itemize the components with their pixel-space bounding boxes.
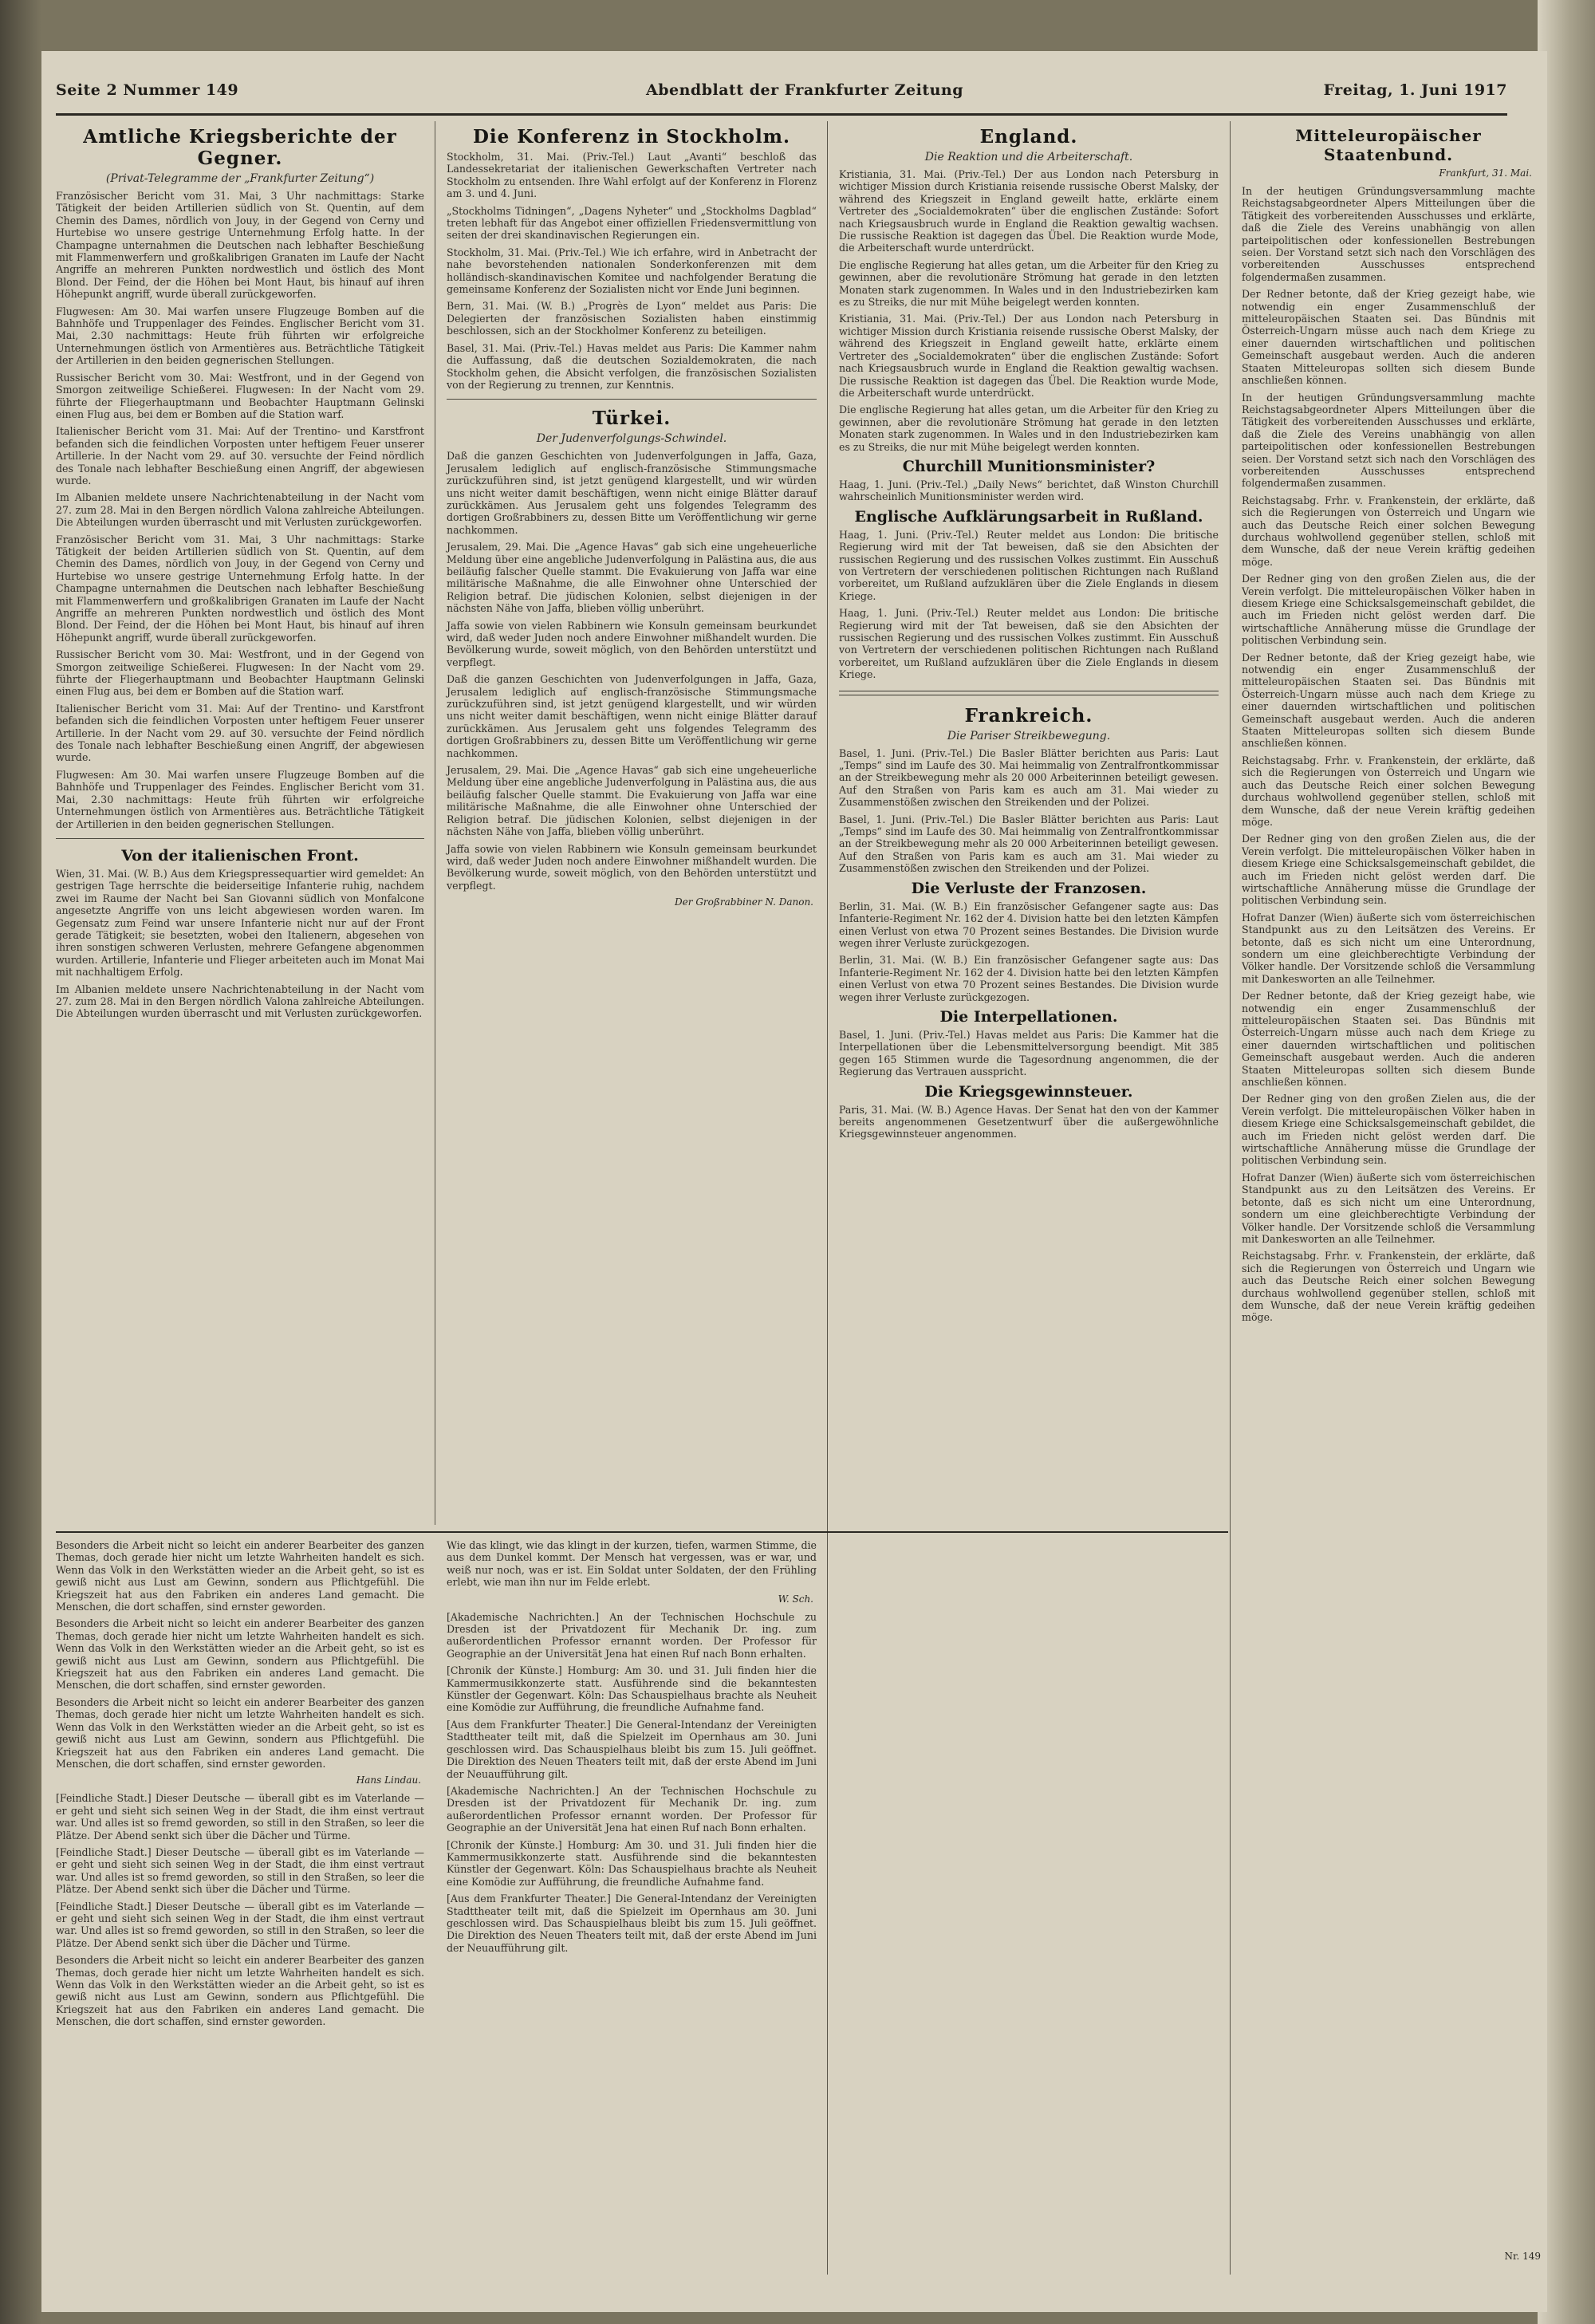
section-rule [447,399,817,400]
paragraph: Reichstagsabg. Frhr. v. Frankenstein, der erklärte, daß sich die Regierungen von Österreich und Ungarn wie auch das Deutsche Reich einer solchen Bewegung durchaus wohlwollend gegenüber stellen, schloß mit dem Wunsche, daß der neue Verein kräftig gedeihen möge. [1242,1250,1535,1324]
section-rule [839,691,1219,695]
article-title: Churchill Munitionsminister? [902,457,1156,475]
paragraph: Bern, 31. Mai. (W. B.) „Progrès de Lyon“ meldet aus Paris: Die Delegierten der französischen Sozialisten haben einstimmig beschlossen, sich an der Stockholmer Konferenz zu beteiligen. [447,300,817,337]
article-title: England. [979,126,1078,148]
paragraph: Der Redner betonte, daß der Krieg gezeigt habe, wie notwendig ein enger Zusammenschluß der mitteleuropäischen Staaten sei. Das Bündnis mit Österreich-Ungarn müsse auch nach dem Kriege zu einer dauernden wirtschaftlichen und politischen Gemeinschaft ausgebaut werden. Auch die anderen Staaten Mitteleuropas sollten sich diesem Bunde anschließen können. [1242,990,1535,1089]
paragraph: Wie das klingt, wie das klingt in der kurzen, tiefen, warmen Stimme, die aus dem Dunkel kommt. Der Mensch hat vergessen, was er war, und weiß nur noch, was er ist. Ein Soldat unter Soldaten, der den Frühling erlebt, wie man ihn nur im Felde erlebt. [447,1539,817,1589]
paragraph: Hofrat Danzer (Wien) äußerte sich vom österreichischen Standpunkt aus zu den Leitsätzen des Vereins. Er betonte, daß es sich nicht um eine Unterordnung, sondern um eine gleichberechtigte Verbindung der Völker handle. Der Vorsitzende schloß die Versammlung mit Dankesworten an alle Teilnehmer. [1242,1171,1535,1245]
column-staatenbund [1242,121,1535,1329]
paragraph: Paris, 31. Mai. (W. B.) Agence Havas. Der Senat hat den von der Kammer bereits angenommenen Gesetzentwurf über die außergewöhnliche Kriegsgewinnsteuer angenommen. [839,1103,1219,1140]
article-title: Türkei. [592,408,671,430]
paragraph: [Chronik der Künste.] Homburg: Am 30. und 31. Juli finden hier die Kammermusikkonzerte statt. Ausführende sind die bekanntesten Künstler der Gegenwart. Köln: Das Schauspielhaus brachte als Neuheit eine Komödie zur Aufführung, die freundliche Aufnahme fand. [447,1838,817,1888]
dateline: Frankfurt, 31. Mai. [1439,167,1532,179]
paragraph: [Akademische Nachrichten.] An der Technischen Hochschule zu Dresden ist der Privatdozent für Mechanik Dr. ing. zum außerordentlichen Professor ernannt worden. Der Professor für Geographie an der Universität Jena hat einen Ruf nach Bonn erhalten. [447,1784,817,1834]
paragraph: Französischer Bericht vom 31. Mai, 3 Uhr nachmittags: Starke Tätigkeit der beiden Artillerien südlich von St. Quentin, auf dem Chemin des Dames, nördlich von Jouy, in der Gegend von Cerny und Hurtebise wo unsere gestrige Unternehmung Erfolg hatte. In der Champagne unternahmen die Deutschen nach lebhafter Beschießung mit Flammenwerfern und großkalibrigen Granaten im Laufe der Nacht Angriffe an mehreren Punkten nordwestlich und östlich des Mont Blond. Der Feind, der die Höhen bei Mont Haut, bis hinauf auf ihren Höhepunkt angriff, wurde überall zurückgeworfen. [56,190,424,301]
paragraph: Haag, 1. Juni. (Priv.-Tel.) „Daily News“ berichtet, daß Winston Churchill wahrscheinlich Munitionsminister werden wird. [839,478,1219,503]
masthead: Abendblatt der Frankfurter Zeitung [646,81,964,99]
paragraph: Hofrat Danzer (Wien) äußerte sich vom österreichischen Standpunkt aus zu den Leitsätzen des Vereins. Er betonte, daß es sich nicht um eine Unterordnung, sondern um eine gleichberechtigte Verbindung der Völker handle. Der Vorsitzende schloß die Versammlung mit Dankesworten an alle Teilnehmer. [1242,911,1535,985]
signature: W. Sch. [778,1593,813,1605]
article-title: Die Interpellationen. [939,1007,1118,1026]
article-title: Die Verluste der Franzosen. [911,879,1147,897]
feuilleton-column [56,1539,424,2033]
article-subtitle: Der Judenverfolgungs-Schwindel. [536,432,727,446]
paragraph: Der Redner ging von den großen Zielen aus, die der Verein verfolgt. Die mitteleuropäischen Völker haben in diesem Kriege eine Schicksalsgemeinschaft gebildet, die auch im Frieden nicht gelöst werden darf. Die wirtschaftliche Annäherung müsse die Grundlage der politischen Verbindung sein. [1242,573,1535,647]
column-separator [1230,121,1231,2275]
paragraph: Der Redner ging von den großen Zielen aus, die der Verein verfolgt. Die mitteleuropäischen Völker haben in diesem Kriege eine Schicksalsgemeinschaft gebildet, die auch im Frieden nicht gelöst werden darf. Die wirtschaftliche Annäherung müsse die Grundlage der politischen Verbindung sein. [1242,1093,1535,1167]
paragraph: Russischer Bericht vom 30. Mai: Westfront, und in der Gegend von Smorgon zeitweilige Schießerei. Flugwesen: In der Nacht vom 29. führte der Fliegerhauptmann und Beobachter Hauptmann Gelinski einen Flug aus, bei dem er Bomben auf die Station warf. [56,371,424,420]
article-subtitle: (Privat-Telegramme der „Frankfurter Zeitung“) [105,172,375,185]
paragraph: Russischer Bericht vom 30. Mai: Westfront, und in der Gegend von Smorgon zeitweilige Schießerei. Flugwesen: In der Nacht vom 29. führte der Fliegerhauptmann und Beobachter Hauptmann Gelinski einen Flug aus, bei dem er Bomben auf die Station warf. [56,648,424,698]
paragraph: Daß die ganzen Geschichten von Judenverfolgungen in Jaffa, Gaza, Jerusalem lediglich auf englisch-französische Stimmungsmache zurückzuführen sind, ist jetzt genügend klargestellt, und wir würden uns nicht weiter damit beschäftigen, wenn nicht einige Blätter darauf zurückkämen. Aus Jerusalem geht uns folgendes Telegramm des dortigen Großrabbiners zu, dessen Bitte um Veröffentlichung wir gerne nachkommen. [447,450,817,536]
paragraph: Daß die ganzen Geschichten von Judenverfolgungen in Jaffa, Gaza, Jerusalem lediglich auf englisch-französische Stimmungsmache zurückzuführen sind, ist jetzt genügend klargestellt, und wir würden uns nicht weiter damit beschäftigen, wenn nicht einige Blätter darauf zurückkämen. Aus Jerusalem geht uns folgendes Telegramm des dortigen Großrabbiners zu, dessen Bitte um Veröffentlichung wir gerne nachkommen. [447,673,817,759]
paragraph: Haag, 1. Juni. (Priv.-Tel.) Reuter meldet aus London: Die britische Regierung wird mit der Tat beweisen, daß sie den Absichten der russischen Regierung und des russischen Volkes zustimmt. Ein Ausschuß von Vertretern der verschiedenen politischen Richtungen nach Rußland vorbereitet, um Rußland aufzuklären über die Ziele Englands in diesem Kriege. [839,607,1219,681]
page-header [56,81,1507,110]
paragraph: Berlin, 31. Mai. (W. B.) Ein französischer Gefangener sagte aus: Das Infanterie-Regiment Nr. 162 der 4. Division hatte bei den letzten Kämpfen einen Verlust von etwa 70 Prozent seines Bestandes. Die Division wurde wegen ihrer Verluste zurückgezogen. [839,900,1219,949]
paragraph: Die englische Regierung hat alles getan, um die Arbeiter für den Krieg zu gewinnen, aber die revolutionäre Strömung hat gerade in den letzten Monaten stark zugenommen. In Wales und in den Industriebezirken kam es zu Streiks, die nur mit Mühe beigelegt werden konnten. [839,258,1219,309]
paragraph: Der Redner betonte, daß der Krieg gezeigt habe, wie notwendig ein enger Zusammenschluß der mitteleuropäischen Staaten sei. Das Bündnis mit Österreich-Ungarn müsse auch nach dem Kriege zu einer dauernden wirtschaftlichen und politischen Gemeinschaft ausgebaut werden. Auch die anderen Staaten Mitteleuropas sollten sich diesem Bunde anschließen können. [1242,651,1535,750]
paragraph: [Akademische Nachrichten.] An der Technischen Hochschule zu Dresden ist der Privatdozent für Mechanik Dr. ing. zum außerordentlichen Professor ernannt worden. Der Professor für Geographie an der Universität Jena hat einen Ruf nach Bonn erhalten. [447,1610,817,1660]
section-rule [56,838,424,839]
article-title: Amtliche Kriegsberichte der Gegner. [83,126,397,169]
paragraph: Französischer Bericht vom 31. Mai, 3 Uhr nachmittags: Starke Tätigkeit der beiden Artillerien südlich von St. Quentin, auf dem Chemin des Dames, nördlich von Jouy, in der Gegend von Cerny und Hurtebise wo unsere gestrige Unternehmung Erfolg hatte. In der Champagne unternahmen die Deutschen nach lebhafter Beschießung mit Flammenwerfern und großkalibrigen Granaten im Laufe der Nacht Angriffe an mehreren Punkten nordwestlich und östlich des Mont Blond. Der Feind, der die Höhen bei Mont Haut, bis hinauf auf ihren Höhepunkt angriff, wurde überall zurückgeworfen. [56,533,424,644]
paragraph: [Feindliche Stadt.] Dieser Deutsche — überall gibt es im Vaterlande — er geht und sieht sich seinen Weg in der Stadt, die ihm einst vertraut war. Und alles ist so fremd geworden, so still in den Straßen, so leer die Plätze. Der Abend senkt sich über die Dächer und Türme. [56,1792,424,1841]
paragraph: Basel, 1. Juni. (Priv.-Tel.) Havas meldet aus Paris: Die Kammer hat die Interpellationen über die Lebensmittelversorgung beendigt. Mit 385 gegen 165 Stimmen wurde die Tagesordnung angenommen, die der Regierung das Vertrauen ausspricht. [839,1028,1219,1078]
issue-date: Freitag, 1. Juni 1917 [1323,81,1507,99]
paragraph: [Aus dem Frankfurter Theater.] Die General-Intendanz der Vereinigten Stadttheater teilt mit, daß die Spielzeit im Opernhaus am 30. Juni geschlossen wird. Das Schauspielhaus bleibt bis zum 15. Juli geöffnet. Die Direktion des Neuen Theaters teilt mit, daß der erste Abend im Juni der Neuaufführung gilt. [447,1893,817,1954]
paragraph: Jerusalem, 29. Mai. Die „Agence Havas“ gab sich eine ungeheuerliche Meldung über eine angebliche Judenverfolgung in Palästina aus, die aus beiläufig falscher Quelle stammt. Die Evakuierung von Jaffa war eine militärische Maßnahme, die alle Einwohner ohne Unterschied der Religion betraf. Die jüdischen Kolonien, selbst diejenigen in der nächsten Nähe von Jaffa, blieben völlig unberührt. [447,541,817,615]
feuilleton-column [447,1539,817,1959]
paragraph: Flugwesen: Am 30. Mai warfen unsere Flugzeuge Bomben auf die Bahnhöfe und Truppenlager des Feindes. Englischer Bericht vom 31. Mai, 2.30 nachmittags: Heute früh führten wir erfolgreiche Unternehmungen östlich von Armentières aus. Beträchtliche Tätigkeit der Artillerien in den beiden gegnerischen Stellungen. [56,305,424,367]
article-title: Die Konferenz in Stockholm. [472,126,791,148]
paragraph: Besonders die Arbeit nicht so leicht ein anderer Bearbeiter des ganzen Themas, doch gerade hier nicht um letzte Wahrheiten handelt es sich. Wenn das Volk in den Werkstätten wieder an die Arbeit geht, so ist es gewiß nicht aus Lust am Gewinn, sondern aus Pflichtgefühl. Die Kriegszeit hat aus den Fabriken ein anderes Land gemacht. Die Menschen, die dort schaffen, sind ernster geworden. [56,1696,424,1770]
article-title: Die Kriegsgewinnsteuer. [924,1082,1133,1101]
signature: Hans Lindau. [356,1775,421,1786]
paragraph: Wien, 31. Mai. (W. B.) Aus dem Kriegspressequartier wird gemeldet: An gestrigen Tage herrschte die beiderseitige Infanterie ruhig, nachdem zwei im Raume der Nacht bei San Giovanni südlich von Monfalcone angesetzte Angriffe von uns leicht abgewiesen worden waren. Im Gegensatz zum Feind war unsere Infanterie nicht nur auf der Front gerade Tätigkeit; sie besetzten, wobei den Italienern, abgesehen von ihren sonstigen schweren Verlusten, mehrere Gefangene abgenommen wurden. Artillerie, Infanterie und Flieger arbeiteten auch im Monat Mai mit nachhaltigem Erfolg. [56,867,424,979]
paragraph: [Aus dem Frankfurter Theater.] Die General-Intendanz der Vereinigten Stadttheater teilt mit, daß die Spielzeit im Opernhaus am 30. Juni geschlossen wird. Das Schauspielhaus bleibt bis zum 15. Juli geöffnet. Die Direktion des Neuen Theaters teilt mit, daß der erste Abend im Juni der Neuaufführung gilt. [447,1718,817,1780]
paragraph: Besonders die Arbeit nicht so leicht ein anderer Bearbeiter des ganzen Themas, doch gerade hier nicht um letzte Wahrheiten handelt es sich. Wenn das Volk in den Werkstätten wieder an die Arbeit geht, so ist es gewiß nicht aus Lust am Gewinn, sondern aus Pflichtgefühl. Die Kriegszeit hat aus den Fabriken ein anderes Land gemacht. Die Menschen, die dort schaffen, sind ernster geworden. [56,1617,424,1692]
paragraph: Besonders die Arbeit nicht so leicht ein anderer Bearbeiter des ganzen Themas, doch gerade hier nicht um letzte Wahrheiten handelt es sich. Wenn das Volk in den Werkstätten wieder an die Arbeit geht, so ist es gewiß nicht aus Lust am Gewinn, sondern aus Pflichtgefühl. Die Kriegszeit hat aus den Fabriken ein anderes Land gemacht. Die Menschen, die dort schaffen, sind ernster geworden. [56,1539,424,1613]
paragraph: Im Albanien meldete unsere Nachrichtenabteilung in der Nacht vom 27. zum 28. Mai in den Bergen nördlich Valona zahlreiche Abteilungen. Die Abteilungen wurden überrascht und mit Verlusten zurückgeworfen. [56,491,424,529]
article-title: Englische Aufklärungsarbeit in Rußland. [854,507,1203,526]
paragraph: Jaffa sowie von vielen Rabbinern wie Konsuln gemeinsam beurkundet wird, daß weder Juden noch andere Einwohner mißhandelt wurden. Die Bevölkerung wurde, soweit möglich, von den Behörden unterstützt und verpflegt. [447,842,817,892]
paragraph: [Feindliche Stadt.] Dieser Deutsche — überall gibt es im Vaterlande — er geht und sieht sich seinen Weg in der Stadt, die ihm einst vertraut war. Und alles ist so fremd geworden, so still in den Straßen, so leer die Plätze. Der Abend senkt sich über die Dächer und Türme. [56,1900,424,1949]
paragraph: In der heutigen Gründungsversammlung machte Reichstagsabgeordneter Alpers Mitteilungen über die Tätigkeit des vorbereitenden Ausschusses und erklärte, daß die Ziele des Vereins unabhängig von allen parteipolitischen oder konfessionellen Bestrebungen seien. Der Vorstand setzt sich nach den Vorschlägen des vorbereitenden Ausschusses entsprechend folgendermaßen zusammen. [1242,391,1535,490]
article-title: Von der italienischen Front. [121,846,359,865]
footer-stamp: Nr. 149 [1504,2251,1541,2262]
paragraph: Basel, 1. Juni. (Priv.-Tel.) Die Basler Blätter berichten aus Paris: Laut „Temps“ sind im Laufe des 30. Mai heimmalig von Zentralfrontkommissar an der Streikbewegung mehr als 20 000 Arbeiterinnen beteiligt gewesen. Auf den Straßen von Paris kam es auch am 31. Mai wieder zu Zusammenstößen zwischen den Streikenden und der Polizei. [839,813,1219,875]
feuilleton-rule [56,1531,1228,1533]
paragraph: Haag, 1. Juni. (Priv.-Tel.) Reuter meldet aus London: Die britische Regierung wird mit der Tat beweisen, daß sie den Absichten der russischen Regierung und des russischen Volkes zustimmt. Ein Ausschuß von Vertretern der verschiedenen politischen Richtungen nach Rußland vorbereitet, um Rußland aufzuklären über die Ziele Englands in diesem Kriege. [839,528,1219,602]
paragraph: Die englische Regierung hat alles getan, um die Arbeiter für den Krieg zu gewinnen, aber die revolutionäre Strömung hat gerade in den letzten Monaten stark zugenommen. In Wales und in den Industriebezirken kam es zu Streiks, die nur mit Mühe beigelegt werden konnten. [839,404,1219,453]
paragraph: Kristiania, 31. Mai. (Priv.-Tel.) Der aus London nach Petersburg in wichtiger Mission durch Kristiania reisende russische Oberst Malsky, der während des Kriegszeit in England geweilt hatte, erklärte einem Vertreter des „Socialdemokraten“ über die englischen Zustände: Sofort nach Kriegsausbruch wurde in England die Reaktion gewaltig wachsen. Die russische Reaktion ist dagegen das Übel. Die Reaktion wurde Mode, die Arbeiterschaft wurde unterdrückt. [839,168,1219,254]
page-left-edge [0,0,41,2324]
paragraph: [Chronik der Künste.] Homburg: Am 30. und 31. Juli finden hier die Kammermusikkonzerte statt. Ausführende sind die bekanntesten Künstler der Gegenwart. Köln: Das Schauspielhaus brachte als Neuheit eine Komödie zur Aufführung, die freundliche Aufnahme fand. [447,1664,817,1714]
paragraph: Stockholm, 31. Mai. (Priv.-Tel.) Laut „Avanti“ beschloß das Landessekretariat der italienischen Gewerkschaften Vertreter nach Stockholm zu entsenden. Ihre Wahl erfolgt auf der Konferenz in Florenz am 3. und 4. Juni. [447,151,817,200]
paragraph: Italienischer Bericht vom 31. Mai: Auf der Trentino- und Karstfront befanden sich die feindlichen Vorposten unter heftigem Feuer unserer Artillerie. In der Nacht vom 29. auf 30. versuchte der Feind nördlich des Tonale nach lebhafter Beschießung einen Angriff, der abgewiesen wurde. [56,425,424,486]
paragraph: Besonders die Arbeit nicht so leicht ein anderer Bearbeiter des ganzen Themas, doch gerade hier nicht um letzte Wahrheiten handelt es sich. Wenn das Volk in den Werkstätten wieder an die Arbeit geht, so ist es gewiß nicht aus Lust am Gewinn, sondern aus Pflichtgefühl. Die Kriegszeit hat aus den Fabriken ein anderes Land gemacht. Die Menschen, die dort schaffen, sind ernster geworden. [56,1954,424,2028]
article-title: Mitteleuropäischer Staatenbund. [1295,126,1482,164]
paragraph: Italienischer Bericht vom 31. Mai: Auf der Trentino- und Karstfront befanden sich die feindlichen Vorposten unter heftigem Feuer unserer Artillerie. In der Nacht vom 29. auf 30. versuchte der Feind nördlich des Tonale nach lebhafter Beschießung einen Angriff, der abgewiesen wurde. [56,702,424,764]
article-subtitle: Die Reaktion und die Arbeiterschaft. [924,151,1133,163]
paragraph: Reichstagsabg. Frhr. v. Frankenstein, der erklärte, daß sich die Regierungen von Österreich und Ungarn wie auch das Deutsche Reich einer solchen Bewegung durchaus wohlwollend gegenüber stellen, schloß mit dem Wunsche, daß der neue Verein kräftig gedeihen möge. [1242,494,1535,568]
paragraph: Basel, 1. Juni. (Priv.-Tel.) Die Basler Blätter berichten aus Paris: Laut „Temps“ sind im Laufe des 30. Mai heimmalig von Zentralfrontkommissar an der Streikbewegung mehr als 20 000 Arbeiterinnen beteiligt gewesen. Auf den Straßen von Paris kam es auch am 31. Mai wieder zu Zusammenstößen zwischen den Streikenden und der Polizei. [839,746,1219,809]
paragraph: Jerusalem, 29. Mai. Die „Agence Havas“ gab sich eine ungeheuerliche Meldung über eine angebliche Judenverfolgung in Palästina aus, die aus beiläufig falscher Quelle stammt. Die Evakuierung von Jaffa war eine militärische Maßnahme, die alle Einwohner ohne Unterschied der Religion betraf. Die jüdischen Kolonien, selbst diejenigen in der nächsten Nähe von Jaffa, blieben völlig unberührt. [447,764,817,838]
paragraph: Im Albanien meldete unsere Nachrichtenabteilung in der Nacht vom 27. zum 28. Mai in den Bergen nördlich Valona zahlreiche Abteilungen. Die Abteilungen wurden überrascht und mit Verlusten zurückgeworfen. [56,983,424,1020]
article-title: Frankreich. [964,704,1093,727]
paragraph: Basel, 31. Mai. (Priv.-Tel.) Havas meldet aus Paris: Die Kammer nahm die Auffassung, daß die deutschen Sozialdemokraten, die nach Stockholm gehen, die Absicht verfolgen, die französischen Sozialisten von der Regierung zu trennen, zur Kenntnis. [447,341,817,391]
paragraph: Flugwesen: Am 30. Mai warfen unsere Flugzeuge Bomben auf die Bahnhöfe und Truppenlager des Feindes. Englischer Bericht vom 31. Mai, 2.30 nachmittags: Heute früh führten wir erfolgreiche Unternehmungen östlich von Armentières aus. Beträchtliche Tätigkeit der Artillerien in den beiden gegnerischen Stellungen. [56,768,424,830]
paragraph: Kristiania, 31. Mai. (Priv.-Tel.) Der aus London nach Petersburg in wichtiger Mission durch Kristiania reisende russische Oberst Malsky, der während des Kriegszeit in England geweilt hatte, erklärte einem Vertreter des „Socialdemokraten“ über die englischen Zustände: Sofort nach Kriegsausbruch wurde in England die Reaktion gewaltig wachsen. Die russische Reaktion ist dagegen das Übel. Die Reaktion wurde Mode, die Arbeiterschaft wurde unterdrückt. [839,313,1219,399]
paragraph: Stockholm, 31. Mai. (Priv.-Tel.) Wie ich erfahre, wird in Anbetracht der nahe bevorstehenden nationalen Sonderkonferenzen mit dem holländisch-skandinavischen Komitee und nachfolgender Beratung die gemeinsame Konferenz der Sozialisten nicht vor Ende Juni beginnen. [447,246,817,296]
column-stockholm [447,121,817,914]
paragraph: „Stockholms Tidningen“, „Dagens Nyheter“ und „Stockholms Dagblad“ treten lebhaft für das Angebot einer offiziellen Friedensvermittlung von seiten der drei skandinavischen Regierungen ein. [447,204,817,242]
paragraph: Reichstagsabg. Frhr. v. Frankenstein, der erklärte, daß sich die Regierungen von Österreich und Ungarn wie auch das Deutsche Reich einer solchen Bewegung durchaus wohlwollend gegenüber stellen, schloß mit dem Wunsche, daß der neue Verein kräftig gedeihen möge. [1242,754,1535,828]
article-subtitle: Die Pariser Streikbewegung. [947,729,1111,742]
header-rule [56,113,1507,116]
column-separator [827,121,828,2275]
newspaper-page [41,51,1547,2312]
paragraph: In der heutigen Gründungsversammlung machte Reichstagsabgeordneter Alpers Mitteilungen über die Tätigkeit des vorbereitenden Ausschusses und erklärte, daß die Ziele des Vereins unabhängig von allen parteipolitischen oder konfessionellen Bestrebungen seien. Der Vorstand setzt sich nach den Vorschlägen des vorbereitenden Ausschusses entsprechend folgendermaßen zusammen. [1242,185,1535,283]
paragraph: Jaffa sowie von vielen Rabbinern wie Konsuln gemeinsam beurkundet wird, daß weder Juden noch andere Einwohner mißhandelt wurden. Die Bevölkerung wurde, soweit möglich, von den Behörden unterstützt und verpflegt. [447,619,817,668]
paragraph: [Feindliche Stadt.] Dieser Deutsche — überall gibt es im Vaterlande — er geht und sieht sich seinen Weg in der Stadt, die ihm einst vertraut war. Und alles ist so fremd geworden, so still in den Straßen, so leer die Plätze. Der Abend senkt sich über die Dächer und Türme. [56,1845,424,1896]
paragraph: Der Redner betonte, daß der Krieg gezeigt habe, wie notwendig ein enger Zusammenschluß der mitteleuropäischen Staaten sei. Das Bündnis mit Österreich-Ungarn müsse auch nach dem Kriege zu einer dauernden wirtschaftlichen und politischen Gemeinschaft ausgebaut werden. Auch die anderen Staaten Mitteleuropas sollten sich diesem Bunde anschließen können. [1242,288,1535,387]
column-kriegsberichte [56,121,424,1025]
signature: Der Großrabbiner N. Danon. [675,896,813,908]
paragraph: Berlin, 31. Mai. (W. B.) Ein französischer Gefangener sagte aus: Das Infanterie-Regiment Nr. 162 der 4. Division hatte bei den letzten Kämpfen einen Verlust von etwa 70 Prozent seines Bestandes. Die Division wurde wegen ihrer Verluste zurückgezogen. [839,954,1219,1003]
column-england-frankreich [839,121,1219,1145]
page-number: Seite 2 Nummer 149 [56,81,239,99]
paragraph: Der Redner ging von den großen Zielen aus, die der Verein verfolgt. Die mitteleuropäischen Völker haben in diesem Kriege eine Schicksalsgemeinschaft gebildet, die auch im Frieden nicht gelöst werden darf. Die wirtschaftliche Annäherung müsse die Grundlage der politischen Verbindung sein. [1242,833,1535,907]
